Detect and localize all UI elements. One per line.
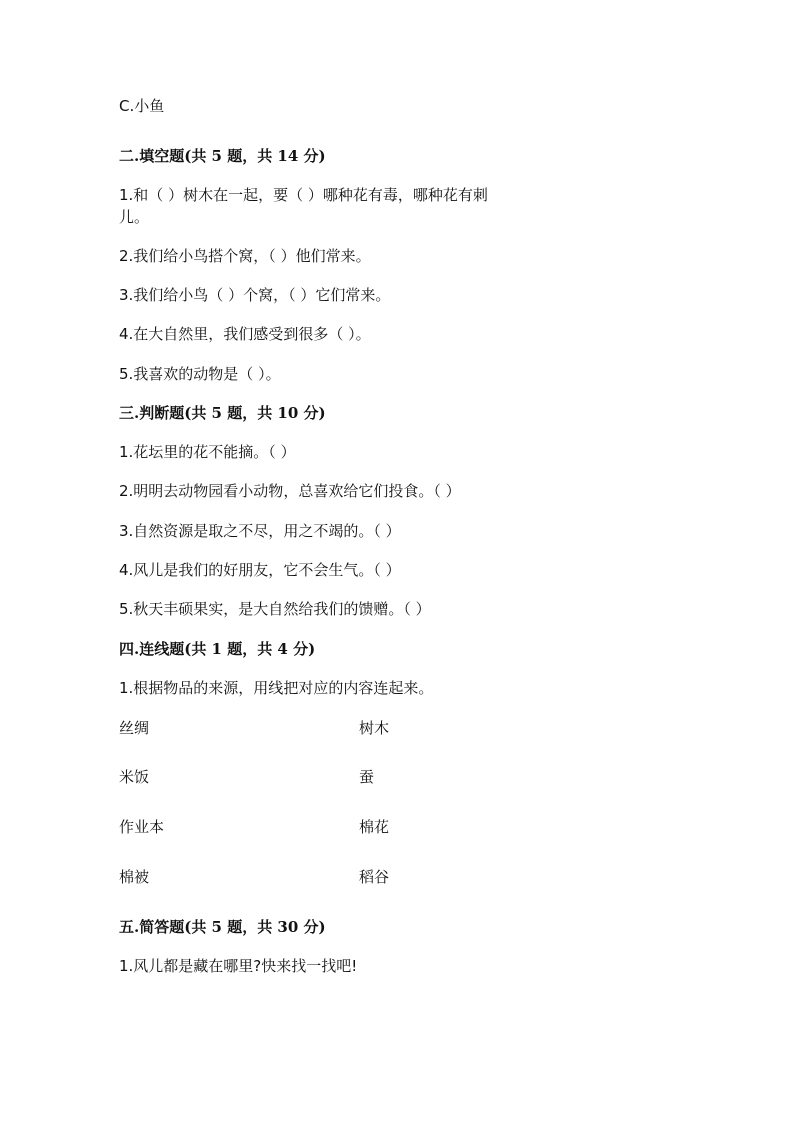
matching-right-item: 蚕	[359, 768, 375, 786]
matching-right-item: 树木	[359, 719, 390, 737]
matching-right-item: 棉花	[359, 818, 390, 836]
judge-question-2: 2.明明去动物园看小动物，总喜欢给它们投食。（ ）	[119, 482, 461, 500]
section-title-matching: 四.连线题(共 1 题，共 4 分)	[119, 640, 316, 658]
matching-left-item: 丝绸	[119, 719, 150, 737]
section-title-fill-blank: 二.填空题(共 5 题，共 14 分)	[119, 147, 326, 165]
matching-question-1: 1.根据物品的来源，用线把对应的内容连起来。	[119, 679, 434, 697]
short-answer-question-1: 1.风儿都是藏在哪里?快来找一找吧!	[119, 957, 358, 975]
fill-question-5: 5.我喜欢的动物是（ ）。	[119, 365, 281, 383]
matching-right-item: 稻谷	[359, 868, 390, 886]
fill-question-1-line-2: 儿。	[119, 208, 150, 226]
option-c: C.小鱼	[119, 97, 165, 115]
section-title-judge: 三.判断题(共 5 题，共 10 分)	[119, 404, 326, 422]
fill-question-4: 4.在大自然里，我们感受到很多（ ）。	[119, 325, 371, 343]
fill-question-3: 3.我们给小鸟（ ）个窝，（ ）它们常来。	[119, 286, 391, 304]
judge-question-3: 3.自然资源是取之不尽，用之不竭的。（ ）	[119, 522, 401, 540]
matching-left-item: 作业本	[119, 818, 165, 836]
judge-question-5: 5.秋天丰硕果实，是大自然给我们的馈赠。（ ）	[119, 600, 431, 618]
fill-question-2: 2.我们给小鸟搭个窝，（ ）他们常来。	[119, 247, 371, 265]
fill-question-1-line-1: 1.和（ ）树木在一起，要（ ）哪种花有毒，哪种花有刺	[119, 186, 488, 204]
judge-question-4: 4.风儿是我们的好朋友，它不会生气。（ ）	[119, 561, 401, 579]
matching-left-item: 米饭	[119, 768, 150, 786]
judge-question-1: 1.花坛里的花不能摘。（ ）	[119, 443, 296, 461]
matching-left-item: 棉被	[119, 868, 150, 886]
section-title-short-answer: 五.简答题(共 5 题，共 30 分)	[119, 918, 326, 936]
